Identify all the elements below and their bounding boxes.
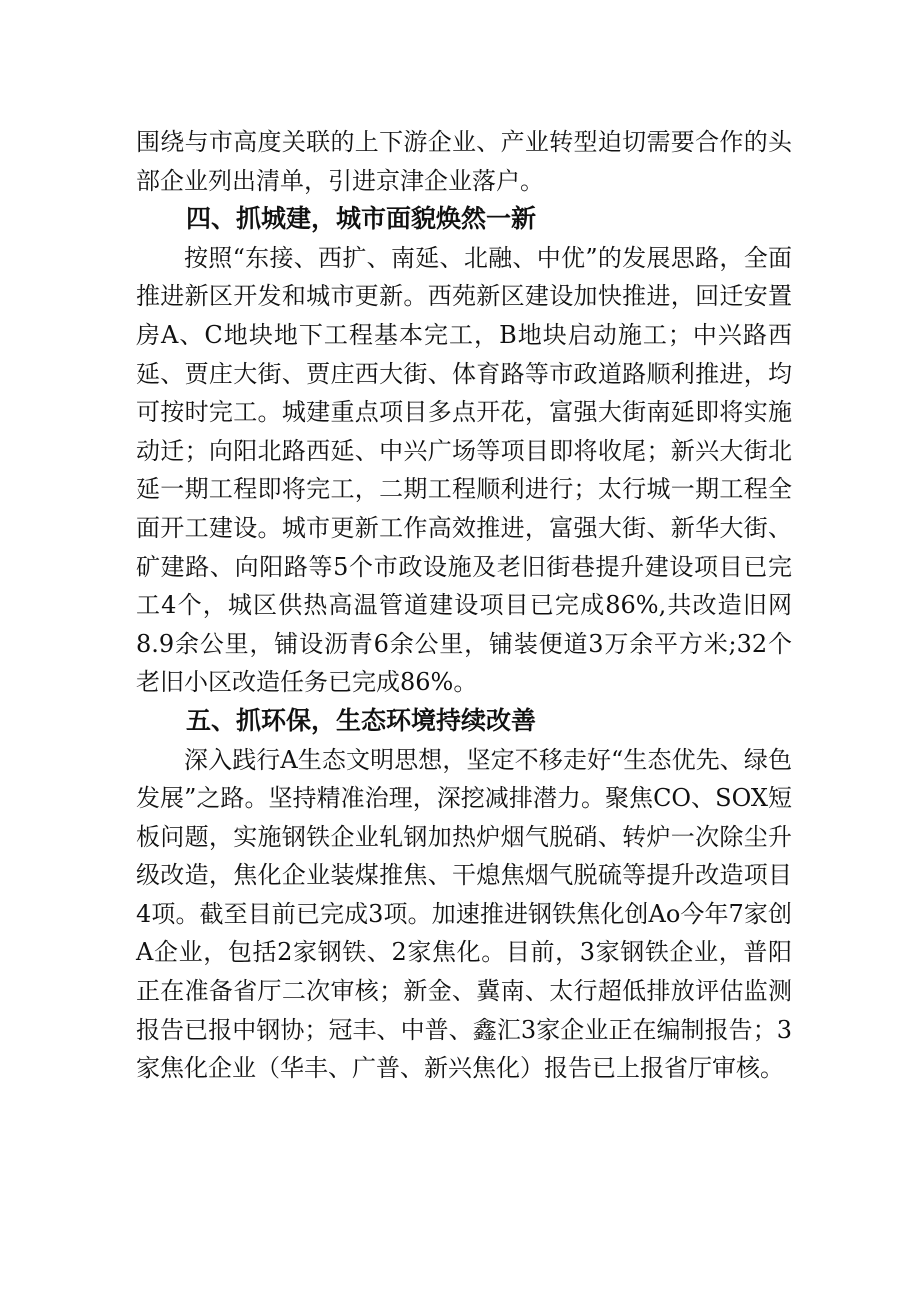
intro-paragraph: 围绕与市高度关联的上下游企业、产业转型迫切需要合作的头部企业列出清单，引进京津企业落户。 [136,128,792,195]
section-paragraph: 按照“东接、西扩、南延、北融、中优”的发展思路，全面推进新区开发和城市更新。西苑新区建设加快推进，回迁安置房A、C地块地下工程基本完工，B地块启动施工；中兴路西延、贾庄大街、贾庄西大街、体育路等市政道路顺利推进，均可按时完工。城建重点项目多点开花，富强大街南延即将实施动迁；向阳北路西延、中兴广场等项目即将收尾；新兴大街北延一期工程即将完工，二期工程顺利进行；太行城一期工程全面开工建设。城市更新工作高效推进，富强大街、新华大街、矿建路、向阳路等5个市政设施及老旧街巷提升建设项目已完工4个，城区供热高温管道建设项目已完成86%,共改造旧网8.9余公里，铺设沥青6余公里，铺装便道3万余平方米;32个老旧小区改造任务已完成86%。 [136,243,792,697]
section-urban-construction [136,200,792,702]
section-paragraph: 深入践行A生态文明思想，坚定不移走好“生态优先、绿色发展”之路。坚持精准治理，深挖减排潜力。聚焦CO、SOX短板问题，实施钢铁企业轧钢加热炉烟气脱硝、转炉一次除尘升级改造，焦化企业装煤推焦、干熄焦烟气脱硫等提升改造项目4项。截至目前已完成3项。加速推进钢铁焦化创Ao今年7家创A企业，包括2家钢铁、2家焦化。目前，3家钢铁企业，普阳正在准备省厅二次审核；新金、冀南、太行超低排放评估监测报告已报中钢协；冠丰、中普、鑫汇3家企业正在编制报告；3家焦化企业（华丰、广普、新兴焦化）报告已上报省厅审核。 [136,745,792,1083]
section-heading: 五、抓环保，生态环境持续改善 [186,705,537,735]
section-environmental-protection [136,702,792,1088]
document-page [136,123,792,1088]
section-heading: 四、抓城建，城市面貌焕然一新 [186,204,537,234]
